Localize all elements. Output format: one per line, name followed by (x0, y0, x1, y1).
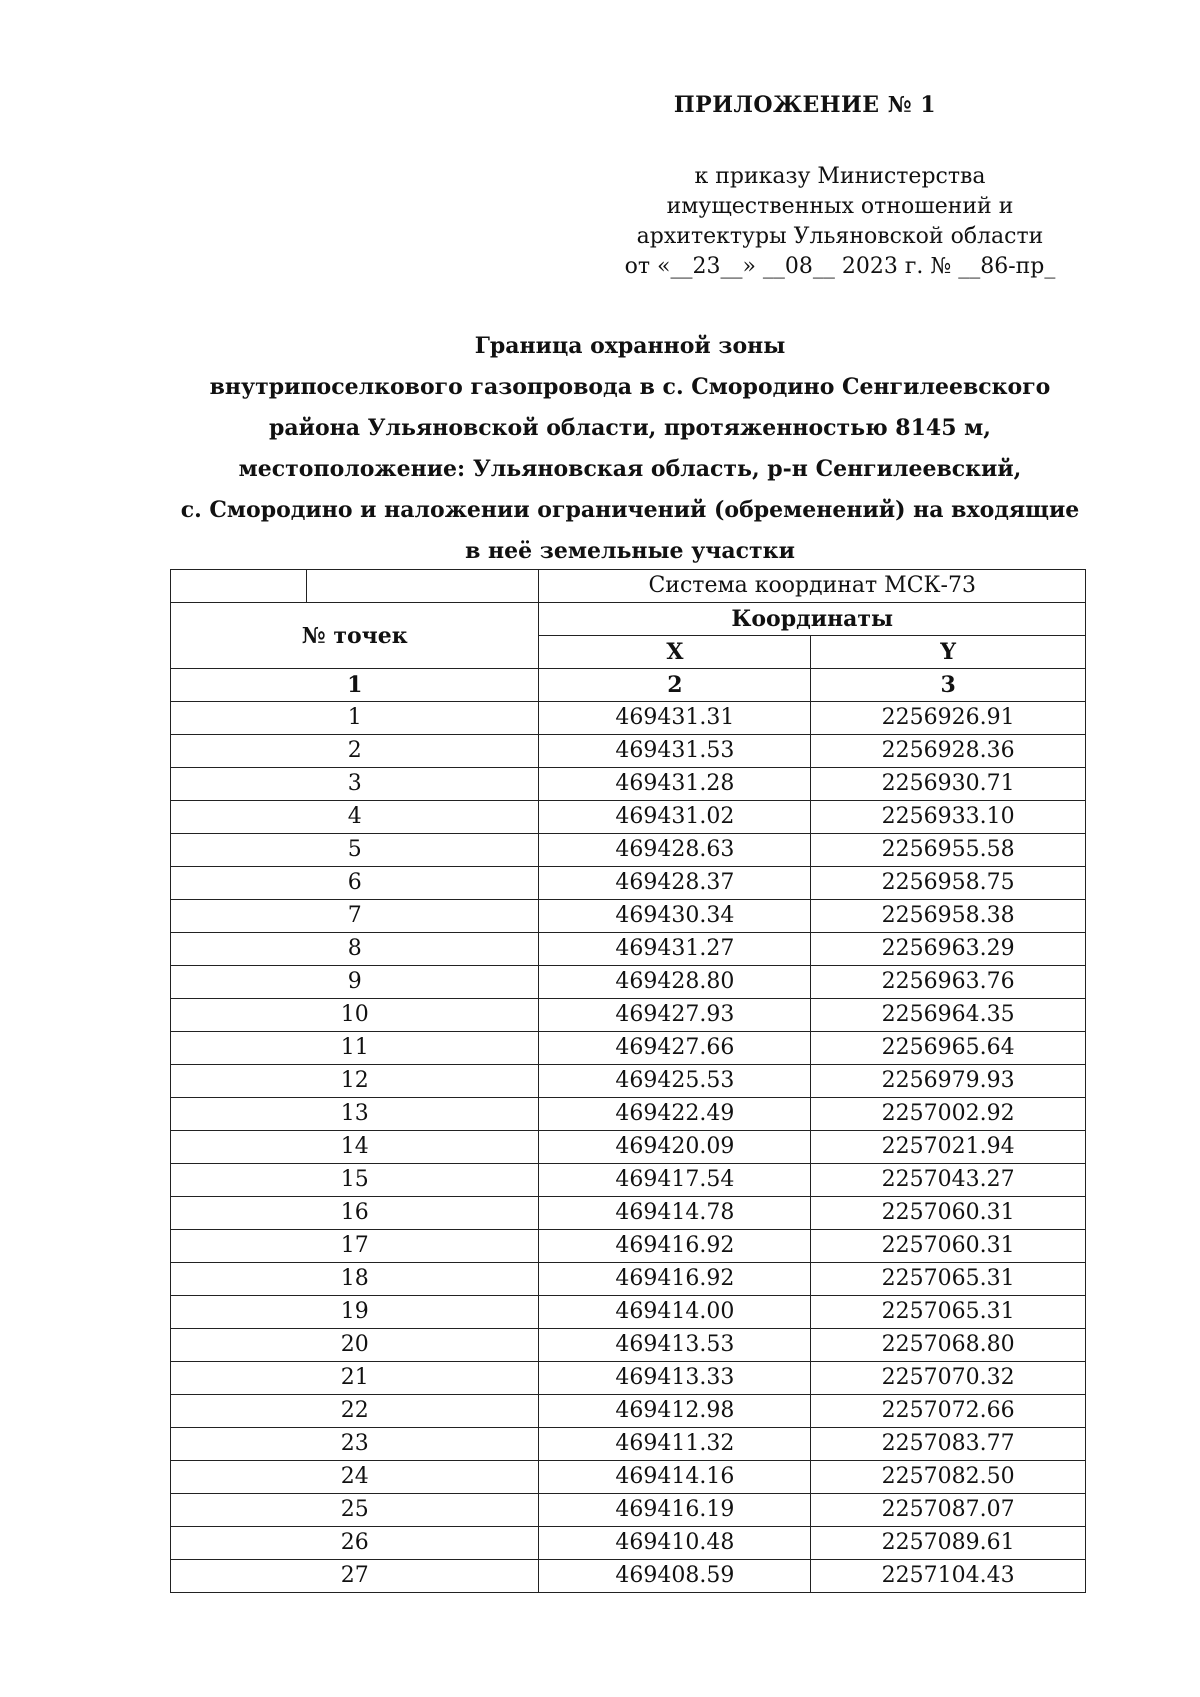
table-row (171, 1395, 1086, 1428)
point-number-cell: 16 (171, 1197, 539, 1230)
table-row (171, 1197, 1086, 1230)
x-coordinate-cell: 469414.00 (539, 1296, 811, 1329)
table-row (171, 933, 1086, 966)
order-line: архитектуры Ульяновской области (636, 224, 1044, 249)
point-number-cell: 6 (171, 867, 539, 900)
y-coordinate-cell: 2257072.66 (811, 1395, 1086, 1428)
y-coordinate-cell: 2257060.31 (811, 1230, 1086, 1263)
point-number-cell: 17 (171, 1230, 539, 1263)
y-coordinate-cell: 2257070.32 (811, 1362, 1086, 1395)
column-number: 3 (811, 669, 1086, 702)
point-number-cell: 24 (171, 1461, 539, 1494)
x-coordinate-cell: 469431.31 (539, 702, 811, 735)
x-coordinate-cell: 469428.80 (539, 966, 811, 999)
x-coordinate-cell: 469425.53 (539, 1065, 811, 1098)
point-number-cell: 27 (171, 1560, 539, 1593)
table-row (171, 1296, 1086, 1329)
point-number-cell: 1 (171, 702, 539, 735)
table-row (171, 1263, 1086, 1296)
table-row (171, 1230, 1086, 1263)
x-coordinate-cell: 469416.92 (539, 1263, 811, 1296)
table-row (171, 1329, 1086, 1362)
x-coordinate-cell: 469414.78 (539, 1197, 811, 1230)
table-row (171, 1461, 1086, 1494)
point-number-cell: 18 (171, 1263, 539, 1296)
point-number-cell: 26 (171, 1527, 539, 1560)
x-coordinate-cell: 469414.16 (539, 1461, 811, 1494)
empty-cell (306, 570, 539, 603)
x-coordinate-cell: 469413.53 (539, 1329, 811, 1362)
table-row (171, 1131, 1086, 1164)
point-number-cell: 14 (171, 1131, 539, 1164)
point-number-cell: 2 (171, 735, 539, 768)
coordinates-table (170, 569, 1086, 1593)
y-coordinate-cell: 2257043.27 (811, 1164, 1086, 1197)
y-coordinate-cell: 2256955.58 (811, 834, 1086, 867)
points-column-header: № точек (171, 603, 539, 669)
y-coordinate-cell: 2256964.35 (811, 999, 1086, 1032)
coordinates-header: Координаты (539, 603, 1086, 636)
table-row (171, 1164, 1086, 1197)
table-row (171, 735, 1086, 768)
y-coordinate-cell: 2256933.10 (811, 801, 1086, 834)
x-coordinate-cell: 469416.19 (539, 1494, 811, 1527)
table-row (171, 867, 1086, 900)
y-coordinate-cell: 2257021.94 (811, 1131, 1086, 1164)
table-row (171, 1065, 1086, 1098)
table-row (171, 1428, 1086, 1461)
order-line: имущественных отношений и (666, 194, 1014, 219)
x-coordinate-cell: 469427.66 (539, 1032, 811, 1065)
x-coordinate-cell: 469427.93 (539, 999, 811, 1032)
y-coordinate-cell: 2257087.07 (811, 1494, 1086, 1527)
y-coordinate-cell: 2256979.93 (811, 1065, 1086, 1098)
point-number-cell: 3 (171, 768, 539, 801)
column-number-row (171, 669, 1086, 702)
y-coordinate-cell: 2256958.75 (811, 867, 1086, 900)
table-row (171, 834, 1086, 867)
coordinate-system-label: Система координат МСК-73 (539, 570, 1086, 603)
x-coordinate-cell: 469428.37 (539, 867, 811, 900)
y-coordinate-cell: 2256965.64 (811, 1032, 1086, 1065)
x-column-header: X (539, 636, 811, 669)
column-number: 1 (171, 669, 539, 702)
table-row (171, 702, 1086, 735)
title-line: в неё земельные участки (465, 538, 795, 564)
point-number-cell: 19 (171, 1296, 539, 1329)
x-coordinate-cell: 469430.34 (539, 900, 811, 933)
y-coordinate-cell: 2257065.31 (811, 1296, 1086, 1329)
table-row (171, 900, 1086, 933)
y-coordinate-cell: 2256928.36 (811, 735, 1086, 768)
x-coordinate-cell: 469422.49 (539, 1098, 811, 1131)
column-number: 2 (539, 669, 811, 702)
order-reference (560, 162, 1120, 282)
point-number-cell: 22 (171, 1395, 539, 1428)
document-title (120, 326, 1140, 572)
y-coordinate-cell: 2257060.31 (811, 1197, 1086, 1230)
y-coordinate-cell: 2257065.31 (811, 1263, 1086, 1296)
table-row (171, 1560, 1086, 1593)
point-number-cell: 25 (171, 1494, 539, 1527)
point-number-cell: 15 (171, 1164, 539, 1197)
table-row (171, 768, 1086, 801)
y-coordinate-cell: 2256926.91 (811, 702, 1086, 735)
y-coordinate-cell: 2256963.29 (811, 933, 1086, 966)
point-number-cell: 20 (171, 1329, 539, 1362)
title-line: Граница охранной зоны (474, 333, 786, 359)
y-column-header: Y (811, 636, 1086, 669)
y-coordinate-cell: 2257089.61 (811, 1527, 1086, 1560)
x-coordinate-cell: 469431.53 (539, 735, 811, 768)
table-row (171, 999, 1086, 1032)
x-coordinate-cell: 469411.32 (539, 1428, 811, 1461)
point-number-cell: 5 (171, 834, 539, 867)
table-row (171, 966, 1086, 999)
y-coordinate-cell: 2257068.80 (811, 1329, 1086, 1362)
x-coordinate-cell: 469431.02 (539, 801, 811, 834)
point-number-cell: 23 (171, 1428, 539, 1461)
table-row (171, 1362, 1086, 1395)
y-coordinate-cell: 2257002.92 (811, 1098, 1086, 1131)
point-number-cell: 9 (171, 966, 539, 999)
x-coordinate-cell: 469413.33 (539, 1362, 811, 1395)
title-line: района Ульяновской области, протяженностью 8145 м, (269, 415, 991, 441)
title-line: с. Смородино и наложении ограничений (обременений) на входящие (180, 497, 1080, 523)
y-coordinate-cell: 2257083.77 (811, 1428, 1086, 1461)
point-number-cell: 8 (171, 933, 539, 966)
x-coordinate-cell: 469420.09 (539, 1131, 811, 1164)
x-coordinate-cell: 469431.27 (539, 933, 811, 966)
order-line: от «__23__» __08__ 2023 г. № __86-пр_ (624, 254, 1056, 279)
x-coordinate-cell: 469417.54 (539, 1164, 811, 1197)
x-coordinate-cell: 469416.92 (539, 1230, 811, 1263)
x-coordinate-cell: 469431.28 (539, 768, 811, 801)
point-number-cell: 11 (171, 1032, 539, 1065)
point-number-cell: 12 (171, 1065, 539, 1098)
title-line: внутрипоселкового газопровода в с. Смородино Сенгилеевского (209, 374, 1051, 400)
point-number-cell: 7 (171, 900, 539, 933)
x-coordinate-cell: 469412.98 (539, 1395, 811, 1428)
y-coordinate-cell: 2257104.43 (811, 1560, 1086, 1593)
empty-cell (171, 570, 307, 603)
point-number-cell: 4 (171, 801, 539, 834)
y-coordinate-cell: 2256963.76 (811, 966, 1086, 999)
order-line: к приказу Министерства (694, 164, 986, 189)
system-row (171, 570, 1086, 603)
point-number-cell: 21 (171, 1362, 539, 1395)
table-row (171, 1527, 1086, 1560)
appendix-title: ПРИЛОЖЕНИЕ № 1 (673, 92, 937, 118)
y-coordinate-cell: 2257082.50 (811, 1461, 1086, 1494)
point-number-cell: 13 (171, 1098, 539, 1131)
y-coordinate-cell: 2256930.71 (811, 768, 1086, 801)
y-coordinate-cell: 2256958.38 (811, 900, 1086, 933)
x-coordinate-cell: 469410.48 (539, 1527, 811, 1560)
point-number-cell: 10 (171, 999, 539, 1032)
header-row (171, 603, 1086, 636)
table-row (171, 1098, 1086, 1131)
x-coordinate-cell: 469428.63 (539, 834, 811, 867)
x-coordinate-cell: 469408.59 (539, 1560, 811, 1593)
title-line: местоположение: Ульяновская область, р-н Сенгилеевский, (238, 456, 1022, 482)
table-row (171, 1494, 1086, 1527)
table-row (171, 1032, 1086, 1065)
table-row (171, 801, 1086, 834)
